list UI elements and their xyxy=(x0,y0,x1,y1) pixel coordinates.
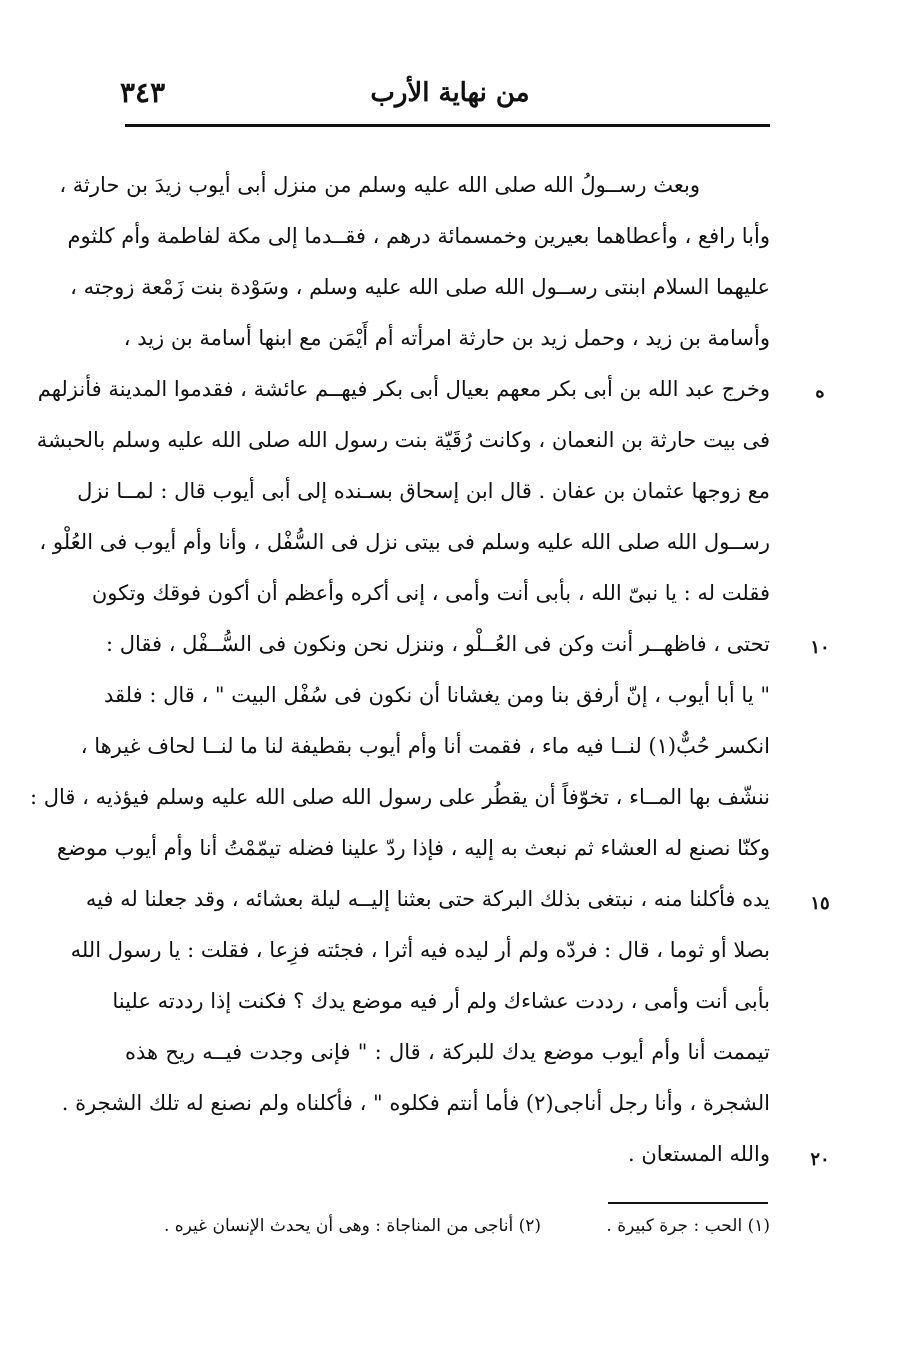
text-line: بأبى أنت وأمى ، رددت عشاءك ولم أر فيه موضع يدك ؟ فكنت إذا رددته علينا xyxy=(112,989,770,1013)
text-line: وبعث رســولُ الله صلى الله عليه وسلم من منزل أبى أيوب زيدَ بن حارثة ، xyxy=(59,173,700,197)
text-line: وأبا رافع ، وأعطاهما بعيرين وخمسمائة درهم ، فقــدما إلى مكة لفاطمة وأم كلثوم xyxy=(67,224,770,248)
text-line: ننشّف بها المــاء ، تخوّفاً أن يقطُر على رسول الله صلى الله عليه وسلم فيؤذيه ، قال : xyxy=(30,785,770,809)
text-line: والله المستعان . xyxy=(627,1142,770,1166)
text-line: الشجرة ، وأنا رجل أناجى(٢) فأما أنتم فكلوه " ، فأكلناه ولم نصنع له تلك الشجرة . xyxy=(61,1091,770,1115)
page-number: ٣٤٣ xyxy=(120,76,166,109)
header-rule xyxy=(125,124,770,127)
text-line: وأسامة بن زيد ، وحمل زيد بن حارثة امرأته أم أَيْمَن مع ابنها أسامة بن زيد ، xyxy=(123,326,770,350)
text-line: فقلت له : يا نبىّ الله ، بأبى أنت وأمى ، إنى أكره وأعظم أن أكون فوقك وتكون xyxy=(91,581,770,605)
text-line: انكسر حُبٌّ(١) لنــا فيه ماء ، فقمت أنا وأم أيوب بقطيفة لنا ما لنــا لحاف غيرها ، xyxy=(80,734,770,758)
footnote-1: (١) الحب : جرة كبيرة . xyxy=(606,1216,770,1236)
running-title: من نهاية الأرب xyxy=(370,78,530,108)
text-line: وخرج عبد الله بن أبى بكر معهم بعيال أبى بكر فيهــم عائشة ، فقدموا المدينة فأنزلهم xyxy=(37,377,770,401)
text-line: تيممت أنا وأم أيوب موضع يدك للبركة ، قال : " فإنى وجدت فيــه ريح هذه xyxy=(125,1040,770,1064)
line-number-10: ١٠ xyxy=(810,637,830,658)
line-number-20: ٢٠ xyxy=(810,1149,830,1170)
footnote-2: (٢) أناجى من المناجاة : وهى أن يحدث الإنسان غيره . xyxy=(163,1216,542,1236)
text-line: رســول الله صلى الله عليه وسلم فى بيتى نزل فى السُّفْل ، وأنا وأم أيوب فى العُلْو ، xyxy=(39,530,770,554)
text-line: يده فأكلنا منه ، نبتغى بذلك البركة حتى بعثنا إليــه ليلة بعشائه ، وقد جعلنا له فيه xyxy=(85,887,770,911)
line-number-15: ١٥ xyxy=(810,893,830,914)
text-line: " يا أبا أيوب ، إنّ أرفق بنا ومن يغشانا أن نكون فى سُفْل البيت " ، قال : فلقد xyxy=(104,683,770,707)
text-line: تحتى ، فاظهــر أنت وكن فى العُــلْو ، وننزل نحن ونكون فى السُّــفْل ، فقال : xyxy=(105,632,770,656)
line-number-5: ه xyxy=(815,381,825,402)
footnote-rule xyxy=(608,1202,768,1204)
text-line: مع زوجها عثمان بن عفان . قال ابن إسحاق بسـنده إلى أبى أيوب قال : لمــا نزل xyxy=(77,479,770,503)
text-line: عليهما السلام ابنتى رســول الله صلى الله عليه وسلم ، وسَوْدة بنت زَمْعة زوجته ، xyxy=(70,275,770,299)
footnotes xyxy=(125,1216,770,1236)
text-line: بصلا أو ثوما ، قال : فردّه ولم أر ليده فيه أثرا ، فجئته فزِعا ، فقلت : يا رسول الله xyxy=(70,938,770,962)
text-line: وكنّا نصنع له العشاء ثم نبعث به إليه ، فإذا ردّ علينا فضله تيمّمْتُ أنا وأم أيوب موضع xyxy=(56,836,770,860)
body-text xyxy=(30,160,770,1180)
text-line: فى بيت حارثة بن النعمان ، وكانت رُقَيّة بنت رسول الله صلى الله عليه وسلم بالحبشة xyxy=(36,428,770,452)
